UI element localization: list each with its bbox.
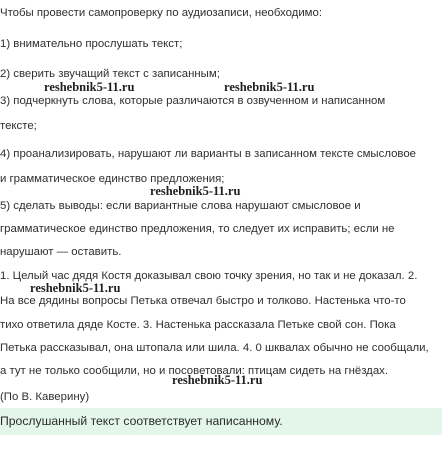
intro-line: Чтобы провести самопроверку по аудиозаписи, необходимо: [0, 7, 323, 19]
source-line: (По В. Каверину) [0, 391, 90, 403]
passage-line-4: Петька рассказывал, она штопала или шила. 4. 0 шквалах обычно не сообщали, [0, 342, 429, 354]
step-5-line-1: 5) сделать выводы: если вариантные слова нарушают смысловое и [0, 200, 361, 212]
step-3-line-2: тексте; [0, 120, 37, 132]
step-4-line-2: и грамматическое единство предложения; [0, 173, 225, 185]
watermark: reshebnik5-11.ru [150, 184, 241, 198]
step-1-line: 1) внимательно прослушать текст; [0, 38, 183, 50]
step-5-line-2: грамматическое единство предложения, то следует их исправить; если не [0, 223, 395, 235]
passage-line-5: а тут не только сообщили, но и посоветовали: птицам сидеть на гнёздах. [0, 365, 389, 377]
step-4-line-1: 4) проанализировать, нарушают ли варианты в записанном тексте смысловое [0, 148, 417, 160]
passage-line-3: тихо ответила дяде Косте. 3. Настенька рассказала Петьке свой сон. Пока [0, 319, 396, 331]
step-3-line-1: 3) подчеркнуть слова, которые различаются в озвученном и написанном [0, 95, 386, 107]
answer-text: Прослушанный текст соответствует написанному. [0, 414, 283, 428]
watermark: reshebnik5-11.ru [44, 80, 135, 94]
watermark: reshebnik5-11.ru [30, 281, 121, 295]
watermark: reshebnik5-11.ru [172, 373, 263, 387]
step-2-line: 2) сверить звучащий текст с записанным; [0, 68, 220, 80]
passage-line-1: 1. Целый час дядя Костя доказывал свою точку зрения, но так и не доказал. 2. [0, 270, 418, 282]
step-5-line-3: нарушают — оставить. [0, 246, 122, 258]
passage-line-2: На все дядины вопросы Петька отвечал быстро и толково. Настенька что-то [0, 295, 406, 307]
watermark: reshebnik5-11.ru [224, 80, 315, 94]
